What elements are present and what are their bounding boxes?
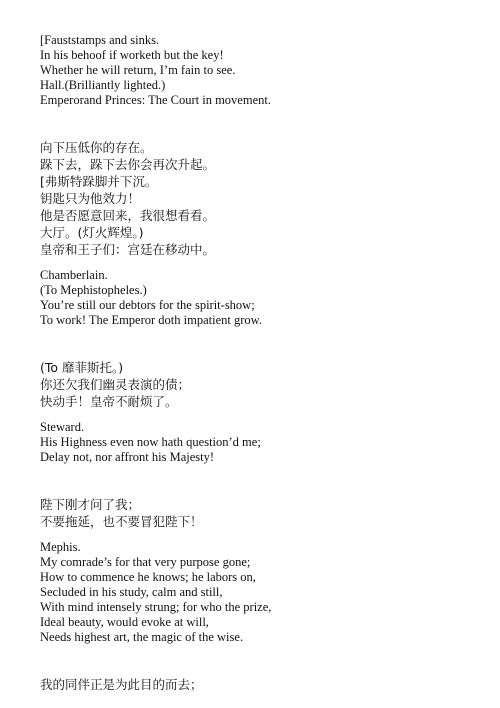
verse-line: My comrade’s for that very purpose gone;: [40, 555, 251, 569]
translation-line: 皇帝和王子们：宫廷在移动中。: [40, 242, 216, 257]
translation-line: 钥匙只为他效力！: [40, 191, 141, 206]
speaker-name: Chamberlain.: [40, 268, 108, 282]
translation-line: 向下压低你的存在。: [40, 140, 153, 155]
english-verse-block: [40, 33, 460, 108]
speaker-name: Steward.: [40, 420, 85, 434]
translation-line: 陛下刚才问了我；: [40, 497, 141, 512]
verse-line: Secluded in his study, calm and still,: [40, 585, 223, 599]
translation-line: [弗斯特跺脚并下沉。: [40, 174, 158, 189]
verse-line: [Fauststamps and sinks.: [40, 33, 160, 47]
verse-line: To work! The Emperor doth impatient grow.: [40, 313, 262, 327]
chinese-translation-block: [40, 676, 460, 693]
english-verse-block: [40, 420, 460, 465]
verse-line: Whether he will return, I’m fain to see.: [40, 63, 236, 77]
verse-line: In his behoof if worketh but the key!: [40, 48, 224, 62]
speaker-name: Mephis.: [40, 540, 81, 554]
english-verse-block: [40, 268, 460, 328]
verse-line: You’re still our debtors for the spirit-show;: [40, 298, 255, 312]
translation-line: 不要拖延，也不要冒犯陛下！: [40, 514, 203, 529]
translation-line: 他是否愿意回来，我很想看看。: [40, 208, 216, 223]
translation-line: 大厅。(灯火辉煌。): [40, 225, 144, 240]
verse-line: His Highness even now hath question’d me;: [40, 435, 261, 449]
chinese-translation-block: [40, 139, 460, 258]
verse-line: Emperorand Princes: The Court in movement.: [40, 93, 271, 107]
translation-line: 跺下去，跺下去你会再次升起。: [40, 157, 216, 172]
chinese-translation-block: [40, 359, 460, 410]
translation-line: 快动手！皇帝不耐烦了。: [40, 394, 178, 409]
stage-direction: (To Mephistopheles.): [40, 283, 147, 297]
translation-line: 你还欠我们幽灵表演的债；: [40, 377, 191, 392]
verse-line: How to commence he knows; he labors on,: [40, 570, 256, 584]
english-verse-block: [40, 540, 460, 645]
verse-line: With mind intensely strung; for who the prize,: [40, 600, 272, 614]
verse-line: Ideal beauty, would evoke at will,: [40, 615, 209, 629]
verse-line: Hall.(Brilliantly lighted.): [40, 78, 166, 92]
verse-line: Needs highest art, the magic of the wise.: [40, 630, 244, 644]
verse-line: Delay not, nor affront his Majesty!: [40, 450, 215, 464]
translation-line: 我的同伴正是为此目的而去；: [40, 677, 203, 692]
translation-line: (To 靡菲斯托。): [40, 360, 124, 375]
chinese-translation-block: [40, 496, 460, 530]
